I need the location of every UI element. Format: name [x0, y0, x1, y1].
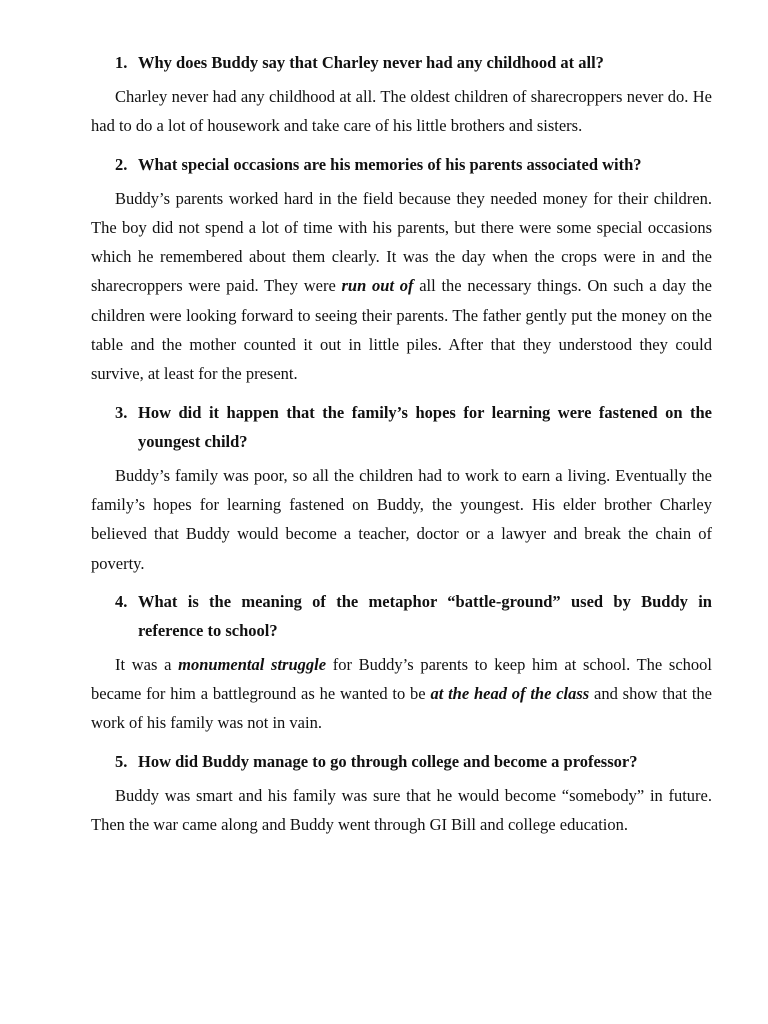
question-text: Why does Buddy say that Charley never had any childhood at all?	[138, 53, 604, 72]
answer-5	[91, 781, 712, 840]
question-number: 3.	[115, 402, 128, 422]
question-number: 5.	[115, 751, 128, 771]
answer-text: Charley never had any childhood at all. The oldest children of sharecroppers never do. He had to do a lot of housework and take care of his little brothers and sisters.	[91, 87, 712, 136]
emphasized-phrase: monumental struggle	[178, 654, 327, 674]
answer-text: all the necessary things. On such a day the children were looking forward to seeing their parents. The father gently put the money on the table and the mother counted it out in little piles. After that they understood they could survive, at least for the present.	[91, 276, 712, 384]
question-text: What special occasions are his memories of his parents associated with?	[138, 154, 642, 174]
question-text: How did it happen that the family’s hopes for learning were fastened on the youngest child?	[138, 402, 712, 451]
question-number: 2.	[115, 154, 128, 174]
answer-text: for Buddy’s parents to keep him at school. The school became for him a battleground as he wanted to be	[91, 654, 712, 704]
answer-text: and show that the work of his family was not in vain.	[91, 684, 712, 733]
answer-1	[91, 82, 712, 141]
emphasized-phrase: run out of	[341, 276, 414, 296]
question-4	[91, 587, 712, 645]
answer-3	[91, 461, 712, 578]
question-text: How did Buddy manage to go through college and become a professor?	[138, 751, 638, 771]
question-1	[91, 48, 712, 77]
answer-4	[91, 650, 712, 738]
question-5	[91, 747, 712, 776]
answer-text: It was a	[115, 654, 179, 674]
document-page	[91, 48, 712, 839]
question-text: What is the meaning of the metaphor “battle-ground” used by Buddy in reference to school?	[138, 591, 712, 640]
question-number: 1.	[115, 53, 128, 72]
answer-text: Buddy’s family was poor, so all the children had to work to earn a living. Eventually the family’s hopes for learning fastened on Buddy, the youngest. His elder brother Charley believed that Buddy would become a teacher, doctor or a lawyer and break the chain of poverty.	[91, 465, 712, 573]
question-2	[91, 150, 712, 179]
answer-2	[91, 184, 712, 389]
answer-text: Buddy’s parents worked hard in the field because they needed money for their children. The boy did not spend a lot of time with his parents, but there were some special occasions which he remembered about them clearly. It was the day when the crops were in and the sharecroppers were paid. They were	[91, 188, 712, 296]
question-3	[91, 398, 712, 456]
answer-text: Buddy was smart and his family was sure that he would become “somebody” in future. Then the war came along and Buddy went through GI Bill and college education.	[91, 785, 712, 835]
emphasized-phrase: at the head of the class	[430, 684, 590, 704]
question-number: 4.	[115, 591, 128, 611]
